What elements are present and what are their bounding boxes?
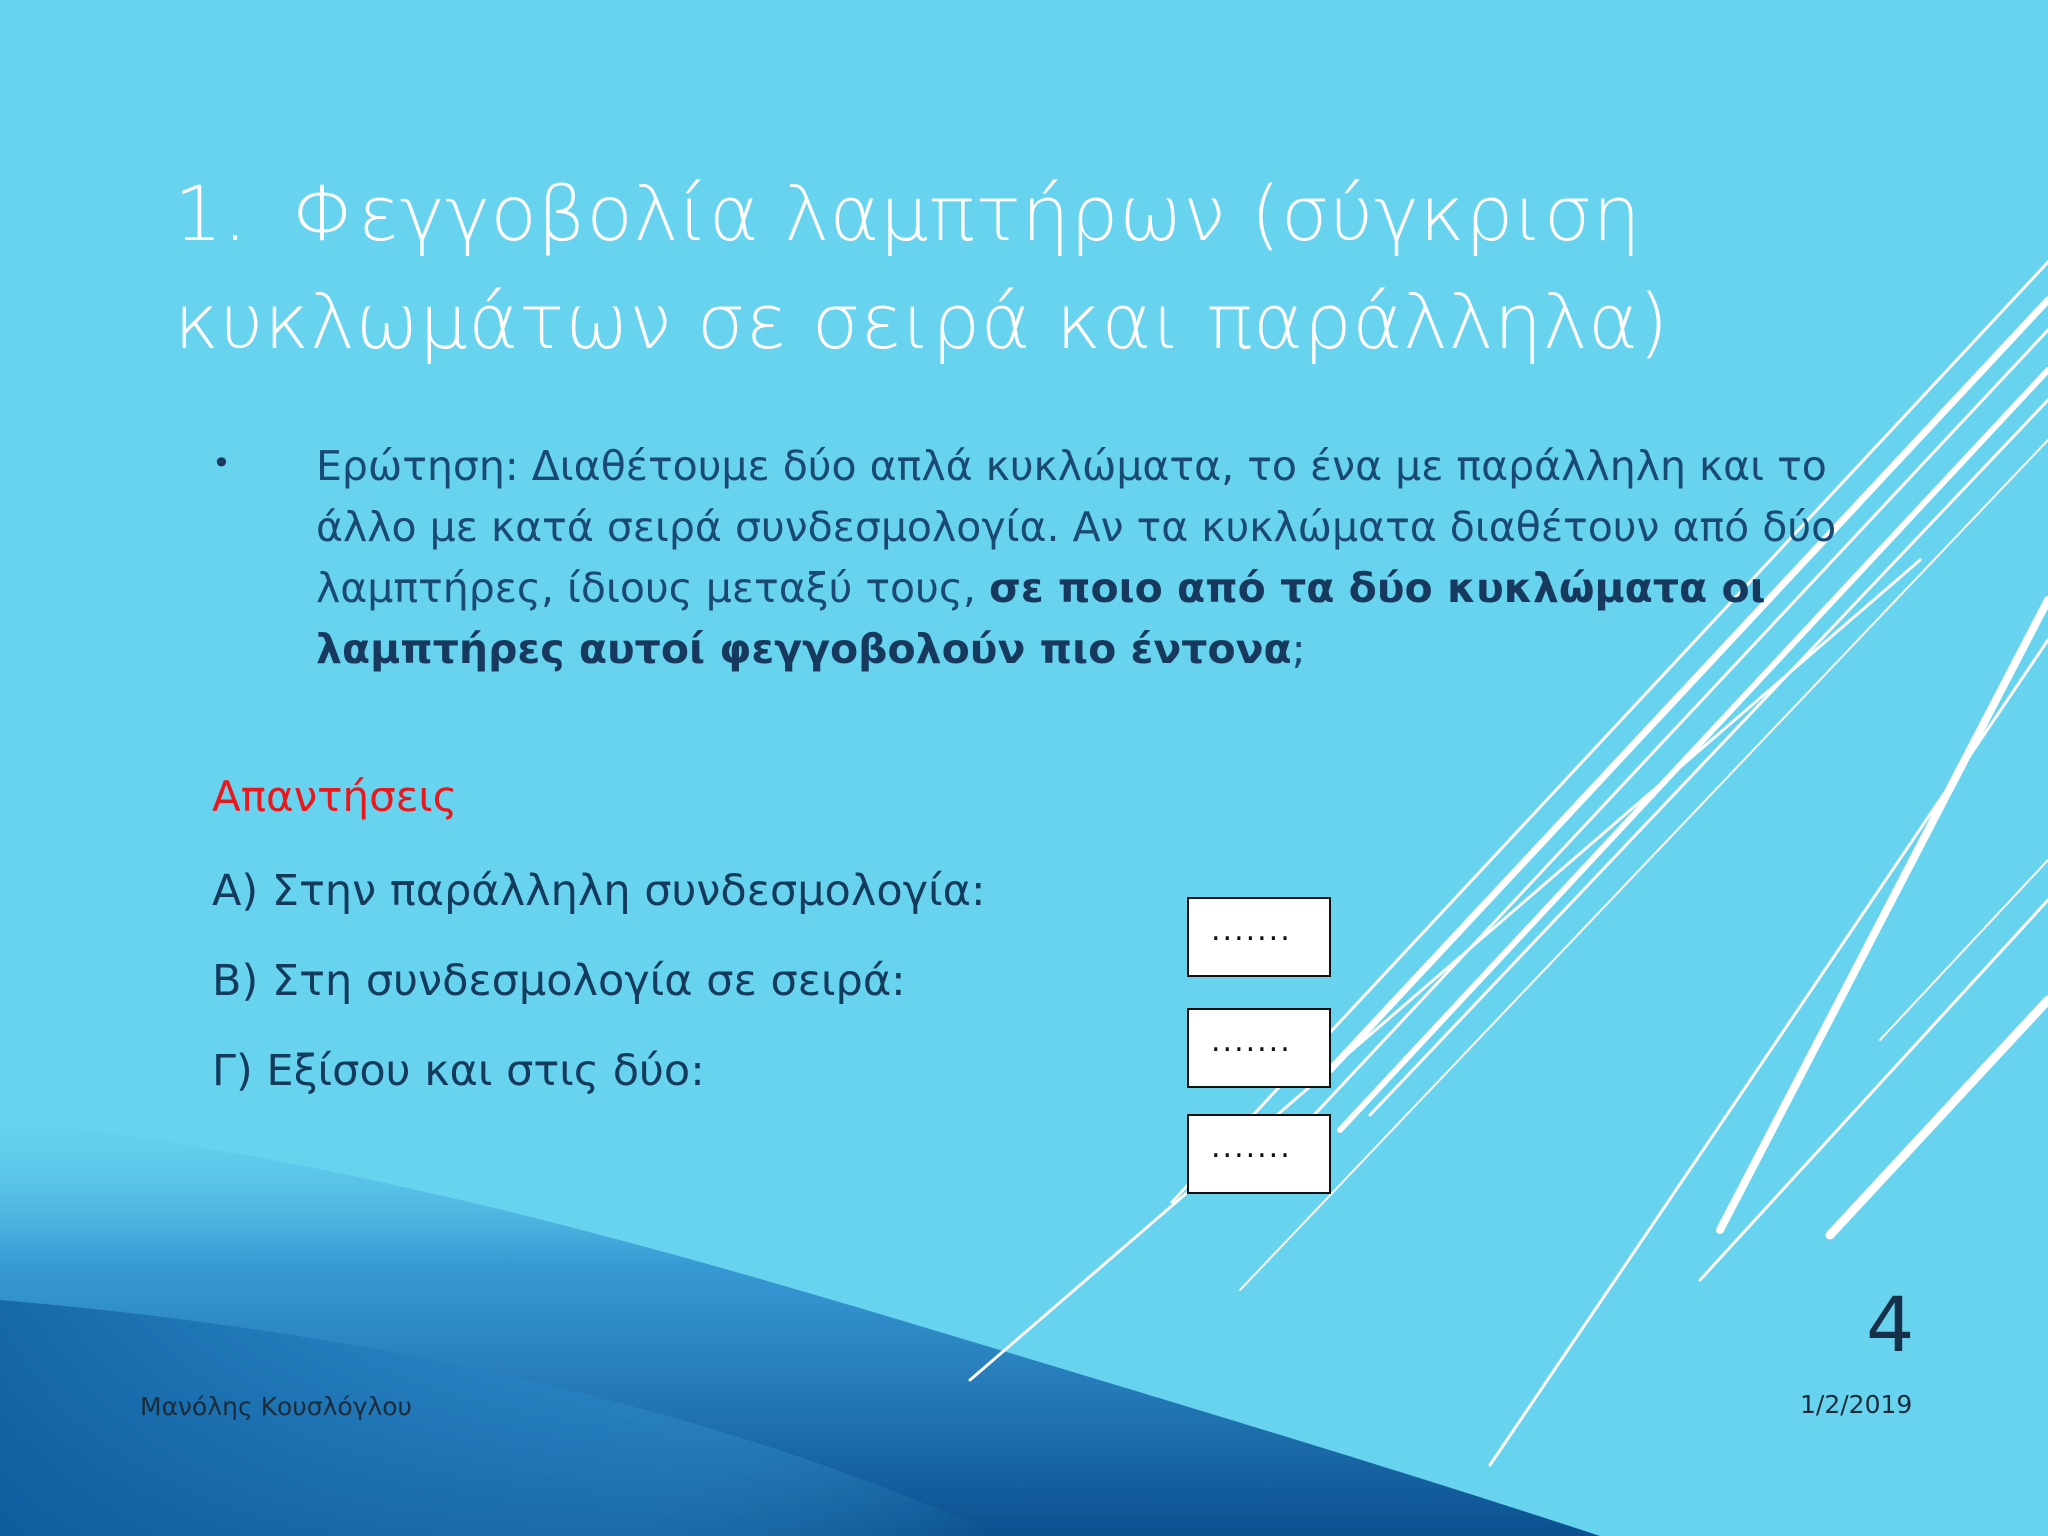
bullet-icon: •: [212, 444, 231, 482]
page-number: 4: [1866, 1280, 1915, 1369]
answer-box-b[interactable]: .......: [1187, 1008, 1331, 1088]
answer-box-a[interactable]: .......: [1187, 897, 1331, 977]
option-c: Γ) Εξίσου και στις δύο:: [212, 1046, 705, 1096]
option-b: Β) Στη συνδεσμολογία σε σειρά:: [212, 956, 906, 1006]
question-end: ;: [1291, 625, 1306, 673]
question-bold: σε ποιο από τα δύο κυκλώματα οι λαμπτήρες αυτοί φεγγοβολούν πιο έντονα: [316, 564, 1766, 673]
option-a: Α) Στην παράλληλη συνδεσμολογία:: [212, 866, 986, 916]
answer-box-c[interactable]: .......: [1187, 1114, 1331, 1194]
footer-author: Μανόλης Κουσλόγλου: [140, 1392, 413, 1421]
title-line-2: κυκλωμάτων σε σειρά και παράλληλα): [174, 277, 1669, 366]
title-number: 1.: [174, 169, 248, 258]
question-text: [316, 436, 1876, 680]
title-line-1: Φεγγοβολία λαμπτήρων (σύγκριση: [292, 169, 1642, 258]
footer-date: 1/2/2019: [1800, 1390, 1913, 1419]
slide-title: [174, 160, 1734, 376]
question-plain: Ερώτηση: Διαθέτουμε δύο απλά κυκλώματα, το ένα με παράλληλη και το άλλο με κατά σειρά συνδεσμολογία. Αν τα κυκλώματα διαθέτουν από δύο λαμπτήρες, ίδιους μεταξύ τους,: [316, 442, 1837, 612]
answers-heading: Απαντήσεις: [212, 772, 458, 821]
